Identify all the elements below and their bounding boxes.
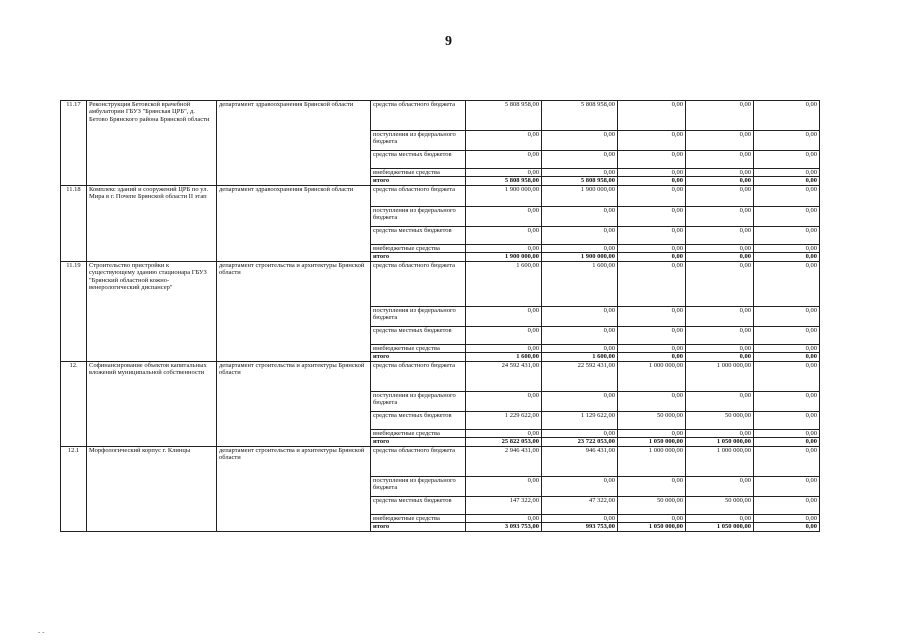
funding-source-label: поступления из федерального бюджета xyxy=(371,476,466,496)
amount-cell: 0,00 xyxy=(466,326,542,344)
department-name: департамент строительства и архитектуры Брянской области xyxy=(217,446,371,531)
amount-cell: 0,00 xyxy=(686,353,754,361)
funding-source-label: внебюджетные средства xyxy=(371,344,466,352)
amount-cell: 0,00 xyxy=(754,429,820,437)
funding-source-label: средства областного бюджета xyxy=(371,185,466,206)
amount-cell: 2 946 431,00 xyxy=(466,446,542,476)
amount-cell: 1 000 000,00 xyxy=(618,361,686,391)
funding-source-label: внебюджетные средства xyxy=(371,514,466,522)
funding-source-label: внебюджетные средства xyxy=(371,169,466,177)
project-name: Комплекс зданий и сооружений ЦРБ по ул. Мира в г. Почепе Брянской области II этап xyxy=(87,185,217,261)
amount-cell: 0,00 xyxy=(618,151,686,169)
budget-table xyxy=(60,100,820,532)
amount-cell: 0,00 xyxy=(542,344,618,352)
amount-cell: 0,00 xyxy=(618,101,686,131)
amount-cell: 0,00 xyxy=(618,177,686,185)
amount-cell: 24 592 431,00 xyxy=(466,361,542,391)
amount-cell: 50 000,00 xyxy=(686,496,754,514)
amount-cell: 0,00 xyxy=(618,244,686,252)
amount-cell: 0,00 xyxy=(466,429,542,437)
amount-cell: 0,00 xyxy=(754,514,820,522)
amount-cell: 0,00 xyxy=(686,101,754,131)
amount-cell: 50 000,00 xyxy=(618,411,686,429)
amount-cell: 0,00 xyxy=(618,253,686,261)
amount-cell: 23 722 053,00 xyxy=(542,438,618,446)
funding-source-label: средства местных бюджетов xyxy=(371,226,466,244)
amount-cell: 0,00 xyxy=(686,429,754,437)
amount-cell: 5 808 958,00 xyxy=(466,101,542,131)
amount-cell: 0,00 xyxy=(686,261,754,306)
table-row xyxy=(61,185,820,206)
amount-cell: 0,00 xyxy=(754,446,820,476)
amount-cell: 0,00 xyxy=(754,244,820,252)
amount-cell: 0,00 xyxy=(618,185,686,206)
amount-cell: 1 900 000,00 xyxy=(466,253,542,261)
amount-cell: 1 050 000,00 xyxy=(618,438,686,446)
amount-cell: 1 600,00 xyxy=(466,261,542,306)
amount-cell: 0,00 xyxy=(618,261,686,306)
amount-cell: 47 322,00 xyxy=(542,496,618,514)
funding-source-label: поступления из федерального бюджета xyxy=(371,391,466,411)
amount-cell: 0,00 xyxy=(466,169,542,177)
amount-cell: 0,00 xyxy=(686,326,754,344)
amount-cell: 0,00 xyxy=(686,391,754,411)
amount-cell: 1 129 622,00 xyxy=(542,411,618,429)
funding-source-label: средства областного бюджета xyxy=(371,361,466,391)
amount-cell: 0,00 xyxy=(618,344,686,352)
amount-cell: 0,00 xyxy=(542,169,618,177)
amount-cell: 0,00 xyxy=(754,169,820,177)
amount-cell: 0,00 xyxy=(754,523,820,531)
amount-cell: 0,00 xyxy=(618,206,686,226)
amount-cell: 1 000 000,00 xyxy=(618,446,686,476)
amount-cell: 0,00 xyxy=(618,429,686,437)
amount-cell: 0,00 xyxy=(618,391,686,411)
project-name: Реконструкция Бетовской врачебной амбулатории ГБУЗ "Брянская ЦРБ", д. Бетово Брянского района Брянской области xyxy=(87,101,217,186)
page-number: 9 xyxy=(445,34,452,49)
amount-cell: 0,00 xyxy=(754,344,820,352)
amount-cell: 1 000 000,00 xyxy=(686,446,754,476)
amount-cell: 0,00 xyxy=(754,131,820,151)
amount-cell: 1 900 000,00 xyxy=(466,185,542,206)
amount-cell: 0,00 xyxy=(754,438,820,446)
funding-source-label: средства областного бюджета xyxy=(371,261,466,306)
amount-cell: 0,00 xyxy=(686,253,754,261)
amount-cell: 1 600,00 xyxy=(542,261,618,306)
amount-cell: 0,00 xyxy=(542,226,618,244)
amount-cell: 0,00 xyxy=(686,514,754,522)
amount-cell: 0,00 xyxy=(466,476,542,496)
amount-cell: 0,00 xyxy=(466,344,542,352)
amount-cell: 946 431,00 xyxy=(542,446,618,476)
amount-cell: 25 822 053,00 xyxy=(466,438,542,446)
amount-cell: 0,00 xyxy=(618,326,686,344)
department-name: департамент строительства и архитектуры Брянской области xyxy=(217,261,371,361)
amount-cell: 0,00 xyxy=(754,151,820,169)
amount-cell: 1 000 000,00 xyxy=(686,361,754,391)
amount-cell: 0,00 xyxy=(466,226,542,244)
amount-cell: 0,00 xyxy=(686,306,754,326)
amount-cell: 0,00 xyxy=(466,151,542,169)
amount-cell: 147 322,00 xyxy=(466,496,542,514)
amount-cell: 1 900 000,00 xyxy=(542,253,618,261)
funding-source-label: внебюджетные средства xyxy=(371,429,466,437)
amount-cell: 0,00 xyxy=(618,226,686,244)
funding-source-label: внебюджетные средства xyxy=(371,244,466,252)
funding-source-label: средства местных бюджетов xyxy=(371,411,466,429)
amount-cell: 0,00 xyxy=(466,391,542,411)
amount-cell: 0,00 xyxy=(618,476,686,496)
amount-cell: 0,00 xyxy=(686,131,754,151)
department-name: департамент здравоохранения Брянской области xyxy=(217,101,371,186)
amount-cell: 0,00 xyxy=(686,344,754,352)
amount-cell: 0,00 xyxy=(686,226,754,244)
amount-cell: 0,00 xyxy=(466,514,542,522)
amount-cell: 0,00 xyxy=(754,411,820,429)
row-code: 12. xyxy=(61,361,87,446)
row-code: 11.18 xyxy=(61,185,87,261)
amount-cell: 0,00 xyxy=(542,206,618,226)
department-name: департамент строительства и архитектуры Брянской области xyxy=(217,361,371,446)
amount-cell: 0,00 xyxy=(754,476,820,496)
amount-cell: 0,00 xyxy=(754,177,820,185)
amount-cell: 0,00 xyxy=(542,391,618,411)
amount-cell: 0,00 xyxy=(618,514,686,522)
amount-cell: 0,00 xyxy=(618,306,686,326)
funding-source-label: средства местных бюджетов xyxy=(371,151,466,169)
table-row xyxy=(61,446,820,476)
amount-cell: 0,00 xyxy=(754,101,820,131)
funding-source-label: итого xyxy=(371,438,466,446)
amount-cell: 1 600,00 xyxy=(542,353,618,361)
amount-cell: 0,00 xyxy=(466,306,542,326)
amount-cell: 0,00 xyxy=(618,169,686,177)
amount-cell: 0,00 xyxy=(542,326,618,344)
amount-cell: 993 753,00 xyxy=(542,523,618,531)
project-name: Софинансирование объектов капитальных вложений муниципальной собственности xyxy=(87,361,217,446)
amount-cell: 0,00 xyxy=(754,391,820,411)
funding-source-label: итого xyxy=(371,523,466,531)
department-name: департамент здравоохранения Брянской области xyxy=(217,185,371,261)
funding-source-label: итого xyxy=(371,177,466,185)
footer-marks: - - xyxy=(38,628,45,636)
amount-cell: 1 900 000,00 xyxy=(542,185,618,206)
amount-cell: 0,00 xyxy=(686,476,754,496)
funding-source-label: итого xyxy=(371,253,466,261)
amount-cell: 0,00 xyxy=(542,476,618,496)
amount-cell: 1 229 622,00 xyxy=(466,411,542,429)
amount-cell: 0,00 xyxy=(686,185,754,206)
amount-cell: 50 000,00 xyxy=(618,496,686,514)
funding-source-label: средства местных бюджетов xyxy=(371,496,466,514)
funding-source-label: поступления из федерального бюджета xyxy=(371,306,466,326)
budget-table-body xyxy=(61,101,820,532)
table-row xyxy=(61,361,820,391)
funding-source-label: поступления из федерального бюджета xyxy=(371,131,466,151)
funding-source-label: средства областного бюджета xyxy=(371,101,466,131)
table-row xyxy=(61,101,820,131)
amount-cell: 3 093 753,00 xyxy=(466,523,542,531)
amount-cell: 5 808 958,00 xyxy=(542,101,618,131)
amount-cell: 0,00 xyxy=(754,206,820,226)
amount-cell: 0,00 xyxy=(542,244,618,252)
funding-source-label: итого xyxy=(371,353,466,361)
amount-cell: 0,00 xyxy=(618,353,686,361)
table-row xyxy=(61,261,820,306)
amount-cell: 0,00 xyxy=(754,185,820,206)
amount-cell: 0,00 xyxy=(686,151,754,169)
amount-cell: 0,00 xyxy=(542,514,618,522)
amount-cell: 0,00 xyxy=(754,361,820,391)
amount-cell: 22 592 431,00 xyxy=(542,361,618,391)
amount-cell: 1 600,00 xyxy=(466,353,542,361)
amount-cell: 1 050 000,00 xyxy=(686,523,754,531)
amount-cell: 5 808 958,00 xyxy=(466,177,542,185)
amount-cell: 0,00 xyxy=(542,131,618,151)
amount-cell: 0,00 xyxy=(686,169,754,177)
amount-cell: 5 808 958,00 xyxy=(542,177,618,185)
project-name: Морфологический корпус г. Клинцы xyxy=(87,446,217,531)
amount-cell: 0,00 xyxy=(754,326,820,344)
funding-source-label: средства местных бюджетов xyxy=(371,326,466,344)
row-code: 11.19 xyxy=(61,261,87,361)
funding-source-label: средства областного бюджета xyxy=(371,446,466,476)
amount-cell: 0,00 xyxy=(542,151,618,169)
amount-cell: 0,00 xyxy=(754,496,820,514)
row-code: 12.1 xyxy=(61,446,87,531)
amount-cell: 0,00 xyxy=(754,253,820,261)
amount-cell: 50 000,00 xyxy=(686,411,754,429)
amount-cell: 0,00 xyxy=(618,131,686,151)
amount-cell: 0,00 xyxy=(754,353,820,361)
amount-cell: 0,00 xyxy=(466,206,542,226)
amount-cell: 0,00 xyxy=(686,206,754,226)
amount-cell: 0,00 xyxy=(754,261,820,306)
amount-cell: 0,00 xyxy=(542,429,618,437)
amount-cell: 0,00 xyxy=(542,306,618,326)
amount-cell: 0,00 xyxy=(754,306,820,326)
amount-cell: 0,00 xyxy=(466,244,542,252)
amount-cell: 0,00 xyxy=(754,226,820,244)
amount-cell: 0,00 xyxy=(686,244,754,252)
amount-cell: 1 050 000,00 xyxy=(686,438,754,446)
project-name: Строительство пристройки к существующему зданию стационара ГБУЗ "Брянский областной кожно-венерологический диспансер" xyxy=(87,261,217,361)
amount-cell: 0,00 xyxy=(466,131,542,151)
amount-cell: 0,00 xyxy=(686,177,754,185)
funding-source-label: поступления из федерального бюджета xyxy=(371,206,466,226)
amount-cell: 1 050 000,00 xyxy=(618,523,686,531)
row-code: 11.17 xyxy=(61,101,87,186)
